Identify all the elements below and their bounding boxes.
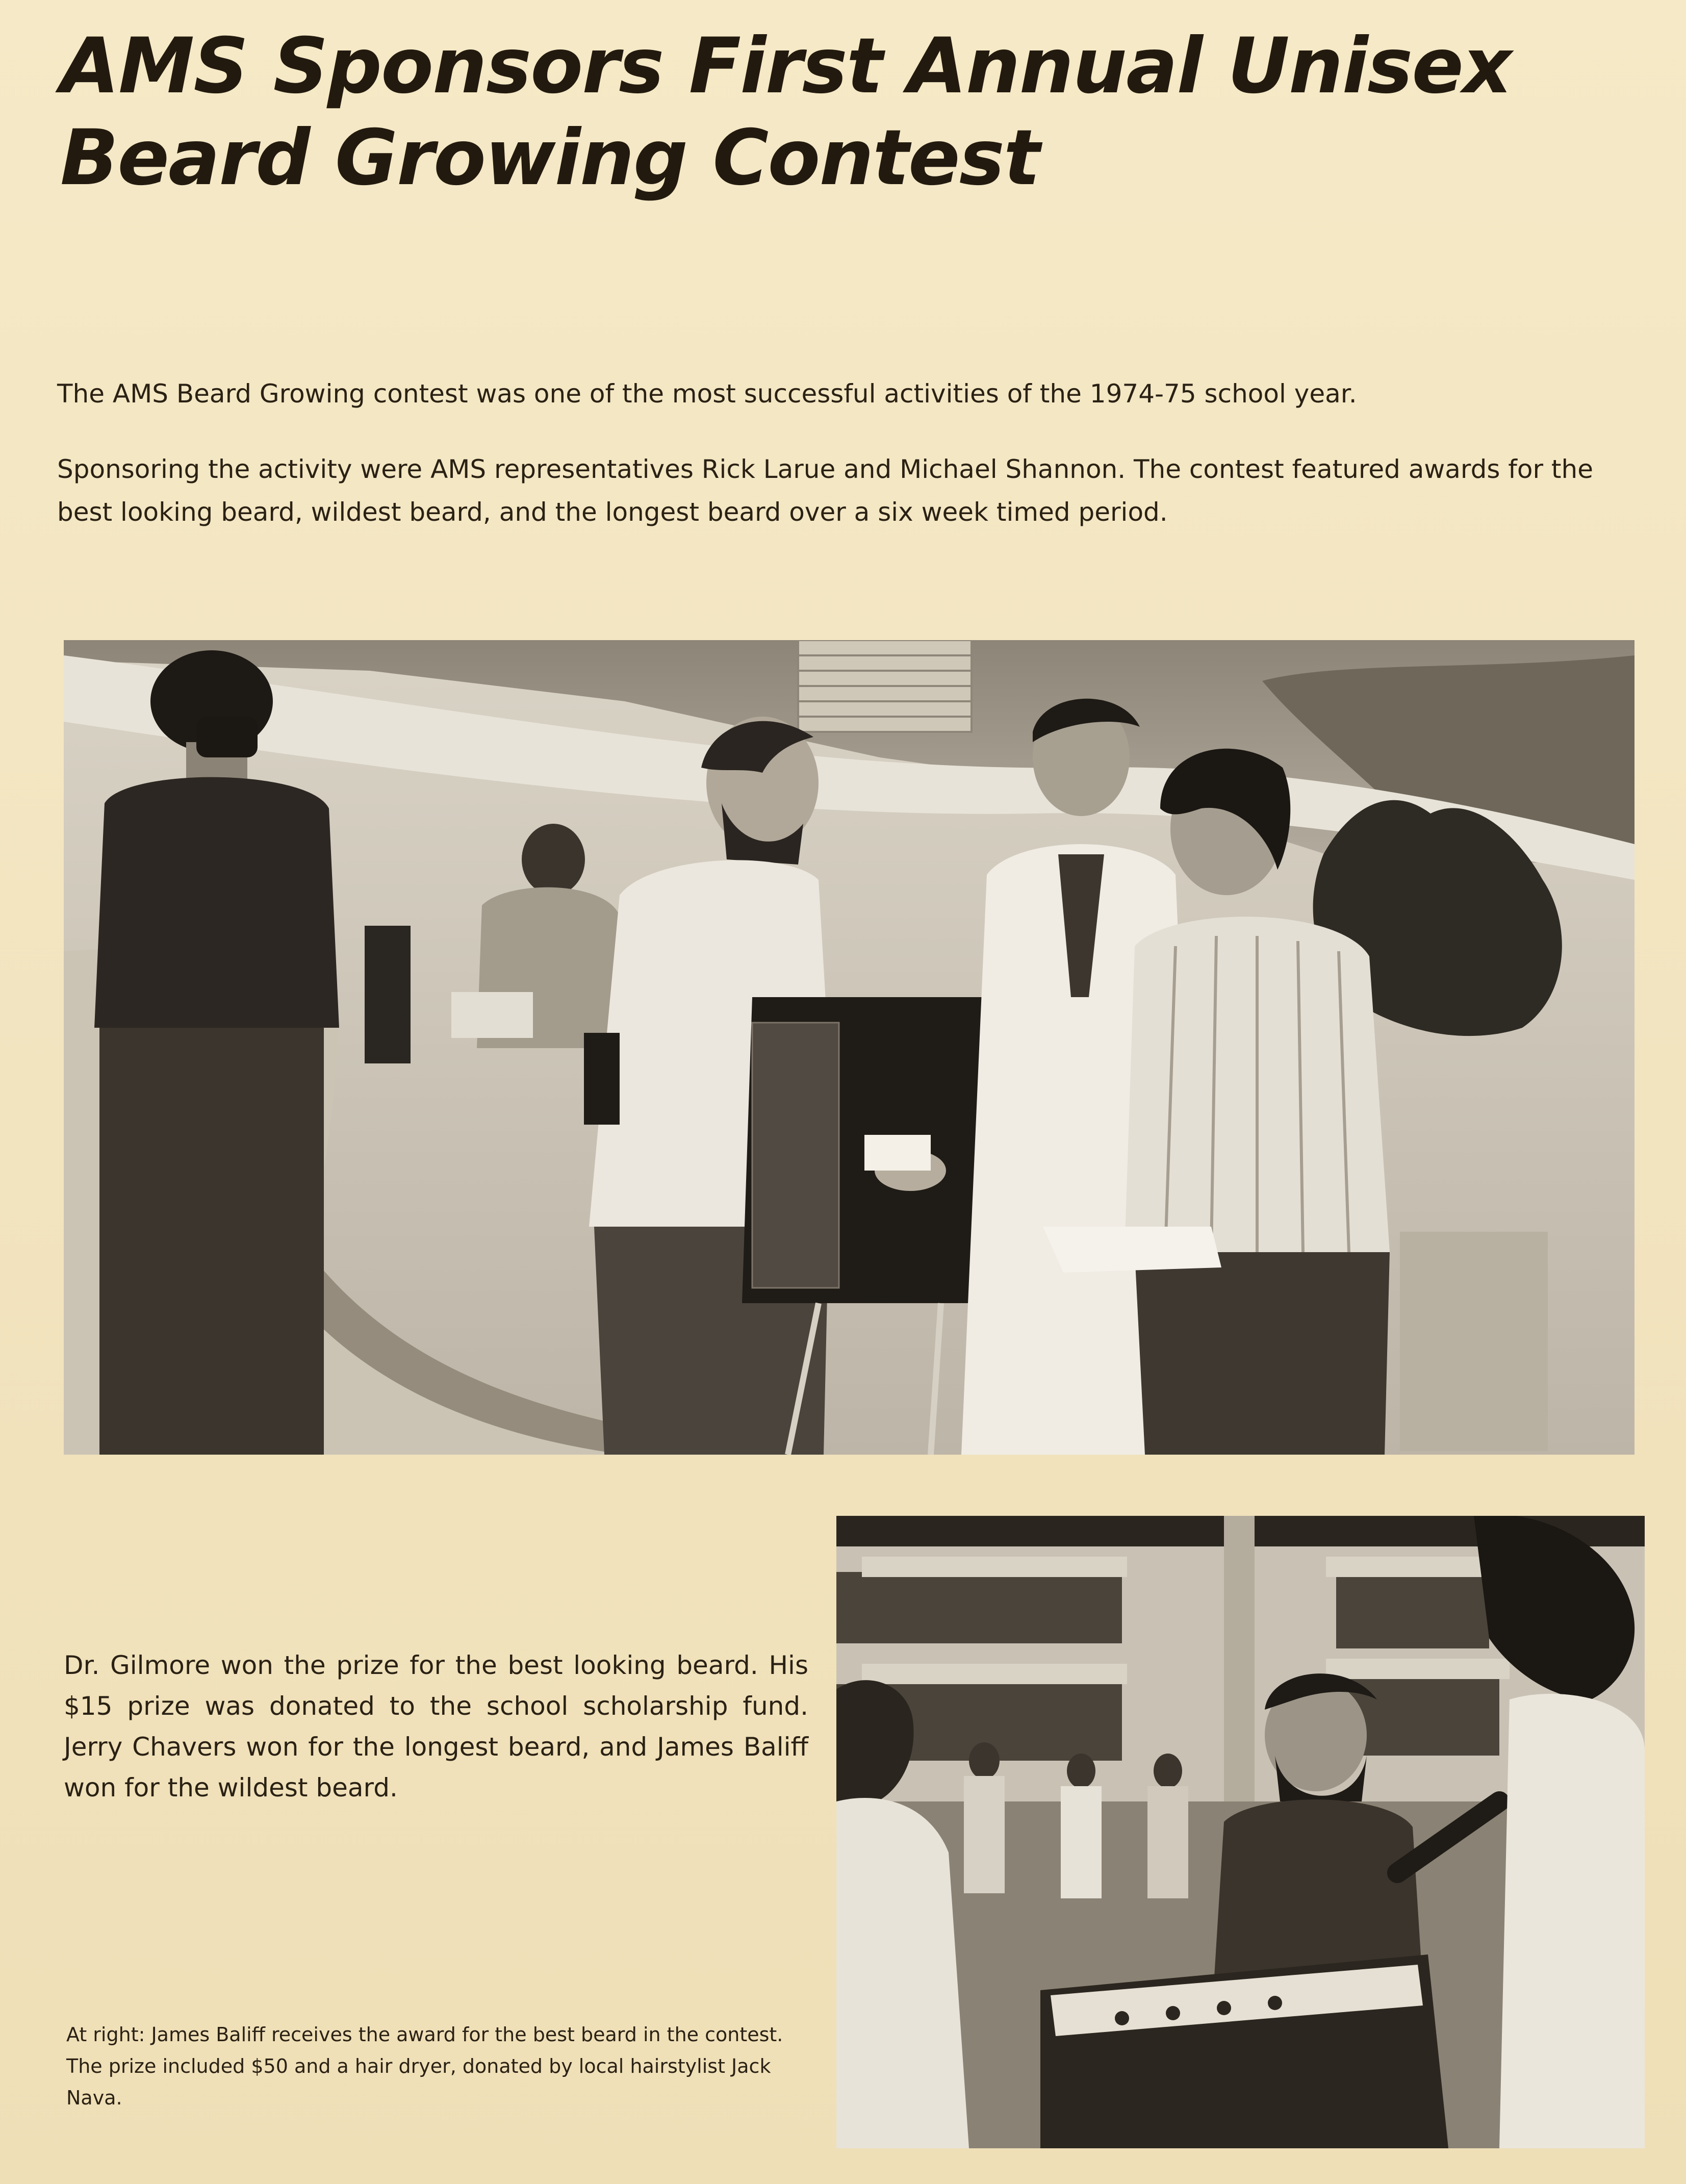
intro-paragraph-1: The AMS Beard Growing contest was one of the most successful activities of the 1974-75 school year. [57, 379, 1357, 409]
award-ceremony-photo [64, 640, 1634, 1455]
results-paragraph: Dr. Gilmore won the prize for the best looking beard. His $15 prize was donated to the school scholarship fund. Jerry Chavers won for the longest beard, and James Baliff won for the wildest beard. [64, 1650, 808, 1802]
intro-paragraph-2: Sponsoring the activity were AMS representatives Rick Larue and Michael Shannon. The contest featured awards for the best looking beard, wildest beard, and the longest beard over a six week timed period. [57, 454, 1593, 527]
wildest-beard-award-photo-illustration [836, 1516, 1645, 2148]
intro-text [57, 372, 1628, 566]
wildest-beard-award-photo [836, 1516, 1645, 2148]
award-ceremony-photo-illustration [64, 640, 1634, 1455]
photo-caption: At right: James Baliff receives the award for the best beard in the contest. The prize included $50 and a hair dryer, donated by local hairstylist Jack Nava. [66, 2023, 783, 2109]
headline: AMS Sponsors First Annual Unisex Beard Growing Contest [60, 22, 1511, 202]
